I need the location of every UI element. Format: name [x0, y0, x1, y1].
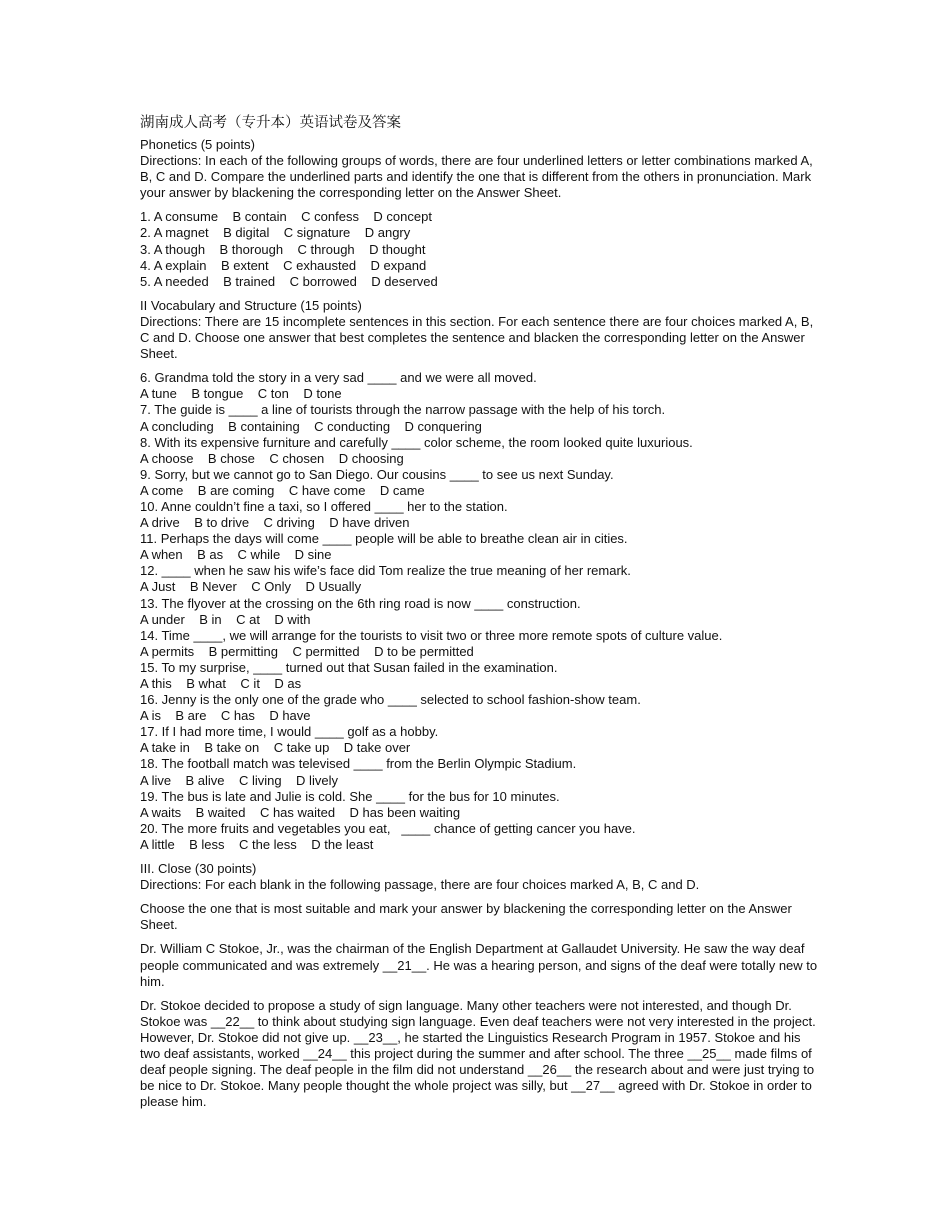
question-stem: 19. The bus is late and Julie is cold. She ____ for the bus for 10 minutes. [140, 788, 560, 804]
section-heading: II Vocabulary and Structure (15 points) [140, 297, 362, 313]
answer-options: A tune B tongue C ton D tone [140, 386, 342, 402]
answer-options: A concluding B containing C conducting D conquering [140, 418, 482, 434]
answer-options: A come B are coming C have come D came [140, 482, 425, 498]
section-vocabulary [140, 298, 820, 853]
section-close [140, 861, 820, 1110]
question-stem: 10. Anne couldn’t fine a taxi, so I offered ____ her to the station. [140, 498, 508, 514]
question-stem: 12. ____ when he saw his wife’s face did Tom realize the true meaning of her remark. [140, 563, 631, 579]
section-heading: III. Close (30 points) [140, 861, 257, 877]
answer-options: A under B in C at D with [140, 611, 311, 627]
question-stem: 7. The guide is ____ a line of tourists through the narrow passage with the help of his torch. [140, 402, 666, 418]
question-stem: 16. Jenny is the only one of the grade who ____ selected to school fashion-show team. [140, 692, 641, 708]
question-stem: 11. Perhaps the days will come ____ people will be able to breathe clean air in cities. [140, 531, 628, 547]
question-stem: 15. To my surprise, ____ turned out that Susan failed in the examination. [140, 659, 558, 675]
answer-options: A take in B take on C take up D take over [140, 740, 411, 756]
exam-page [140, 113, 820, 1110]
directions-text: Directions: There are 15 incomplete sentences in this section. For each sentence there are four choices marked A, B, C and D. Choose one answer that best completes the sentence and blacken the corresponding letter on the Answer Sheet. [140, 313, 814, 362]
section-heading: Phonetics (5 points) [140, 137, 255, 152]
instruction-text: Choose the one that is most suitable and mark your answer by blackening the corresponding letter on the Answer Sheet. [140, 901, 792, 933]
answer-options: A permits B permitting C permitted D to be permitted [140, 643, 474, 659]
directions-text: Directions: In each of the following groups of words, there are four underlined letters or letter combinations marked A, B, C and D. Compare the underlined parts and identify the one that is different from the others in pronunciation. Mark your answer by blackening the corresponding letter on the Answer Sheet. [140, 153, 813, 201]
section-phonetics [140, 137, 820, 290]
question-stem: 6. Grandma told the story in a very sad ____ and we were all moved. [140, 370, 537, 386]
answer-options: A drive B to drive C driving D have driven [140, 515, 410, 531]
question-line: 4. A explain B extent C exhausted D expand [140, 257, 427, 273]
question-line: 5. A needed B trained C borrowed D deserved [140, 273, 438, 289]
answer-options: A little B less C the less D the least [140, 836, 374, 852]
answer-options: A live B alive C living D lively [140, 772, 338, 788]
page-title: 湖南成人高考（专升本）英语试卷及答案 [140, 115, 401, 131]
question-stem: 9. Sorry, but we cannot go to San Diego. Our cousins ____ to see us next Sunday. [140, 466, 614, 482]
question-stem: 13. The flyover at the crossing on the 6th ring road is now ____ construction. [140, 595, 581, 611]
question-stem: 18. The football match was televised ____ from the Berlin Olympic Stadium. [140, 756, 577, 772]
answer-options: A when B as C while D sine [140, 547, 332, 563]
directions-text: Directions: For each blank in the following passage, there are four choices marked A, B, C and D. [140, 877, 700, 893]
question-stem: 14. Time ____, we will arrange for the tourists to visit two or three more remote spots of culture value. [140, 627, 723, 643]
answer-options: A Just B Never C Only D Usually [140, 579, 362, 595]
question-line: 1. A consume B contain C confess D concept [140, 209, 432, 225]
question-stem: 17. If I had more time, I would ____ golf as a hobby. [140, 724, 439, 740]
answer-options: A choose B chose C chosen D choosing [140, 450, 404, 466]
answer-options: A this B what C it D as [140, 676, 302, 691]
question-stem: 20. The more fruits and vegetables you eat, ____ chance of getting cancer you have. [140, 820, 636, 836]
answer-options: A waits B waited C has waited D has been waiting [140, 804, 461, 820]
question-line: 2. A magnet B digital C signature D angry [140, 225, 411, 241]
question-stem: 8. With its expensive furniture and carefully ____ color scheme, the room looked quite luxurious. [140, 434, 693, 450]
answer-options: A is B are C has D have [140, 708, 311, 724]
question-line: 3. A though B thorough C through D thought [140, 241, 426, 257]
passage-paragraph: Dr. Stokoe decided to propose a study of sign language. Many other teachers were not interested, and though Dr. Stokoe was __22__ to think about studying sign language. Even deaf teachers were not very interested in the project. However, Dr. Stokoe did not give up. __23__, he started the Linguistics Research Program in 1957. Stokoe and his two deaf assistants, worked __24__ this project during the summer and after school. The three __25__ made films of deaf people signing. The deaf people in the film did not understand __26__ the research about and were just trying to be nice to Dr. Stokoe. Many people thought the whole project was silly, but __27__ agreed with Dr. Stokoe in order to please him. [140, 997, 816, 1110]
passage-paragraph: Dr. William C Stokoe, Jr., was the chairman of the English Department at Gallaudet University. He saw the way deaf people communicated and was extremely __21__. He was a hearing person, and signs of the deaf were totally new to him. [140, 941, 818, 989]
